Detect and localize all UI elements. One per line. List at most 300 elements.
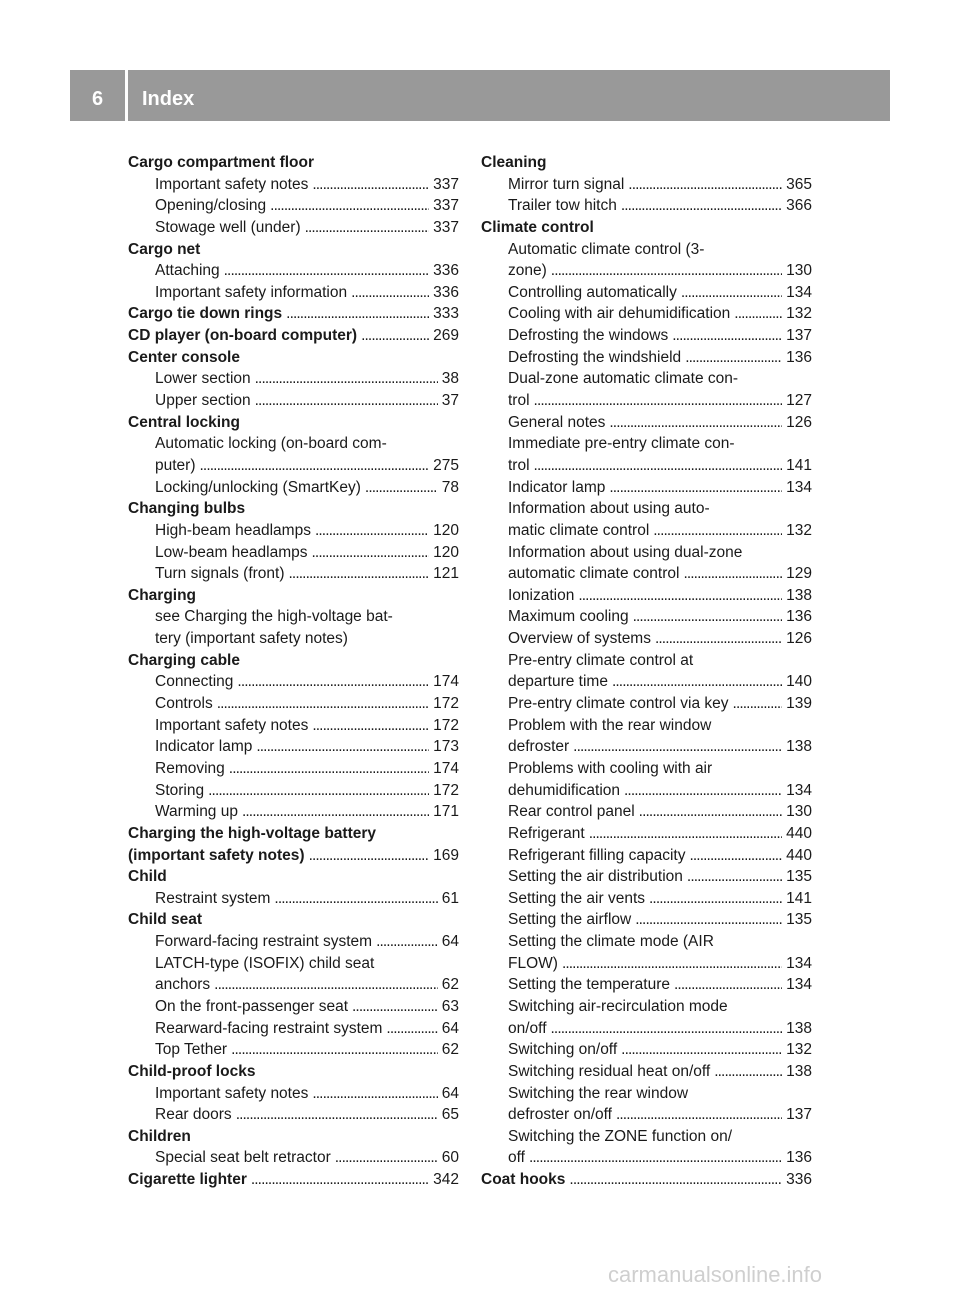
entry-text: Removing xyxy=(155,759,225,777)
entry-text: Storing xyxy=(155,781,205,799)
dot-leader xyxy=(231,1039,438,1061)
entry-text: Lower section xyxy=(155,370,251,388)
index-subentry xyxy=(481,693,812,715)
entry-text: Low-beam headlamps xyxy=(155,543,308,561)
page-ref: 63 xyxy=(441,997,459,1015)
page-ref: 37 xyxy=(441,392,459,410)
entry-text: Setting the air distribution xyxy=(508,868,683,886)
dot-leader xyxy=(365,477,438,499)
page-ref: 336 xyxy=(433,283,459,301)
page-ref: 172 xyxy=(433,716,459,734)
page-ref: 174 xyxy=(433,673,459,691)
index-subentry: LATCH-type (ISOFIX) child seat xyxy=(155,954,375,972)
page-ref: 130 xyxy=(786,803,812,821)
index-subentry xyxy=(128,931,459,953)
dot-leader xyxy=(237,671,429,693)
page-ref: 138 xyxy=(786,1019,812,1037)
dot-leader xyxy=(573,736,782,758)
dot-leader xyxy=(376,931,438,953)
entry-text: On the front-passenger seat xyxy=(155,997,349,1015)
index-subentry xyxy=(481,347,812,369)
dot-leader xyxy=(305,217,430,239)
page-ref: 61 xyxy=(441,889,459,907)
entry-text: on/off xyxy=(508,1019,547,1037)
dot-leader xyxy=(361,325,429,347)
page-ref: 60 xyxy=(441,1149,459,1167)
index-subentry: Problem with the rear window xyxy=(508,716,712,734)
entry-text: defroster on/off xyxy=(508,1106,612,1124)
index-subentry xyxy=(481,628,812,650)
index-subentry xyxy=(128,195,459,217)
dot-leader xyxy=(624,780,782,802)
entry-text: Special seat belt retractor xyxy=(155,1149,331,1167)
entry-text: Defrosting the windshield xyxy=(508,348,682,366)
index-subentry xyxy=(128,455,459,477)
dot-leader xyxy=(309,845,430,867)
index-subentry xyxy=(481,282,812,304)
index-subentry xyxy=(481,736,812,758)
index-heading: Climate control xyxy=(481,218,594,236)
entry-text: trol xyxy=(508,392,530,410)
entry-text: matic climate control xyxy=(508,521,650,539)
dot-leader xyxy=(224,260,429,282)
dot-leader xyxy=(655,628,782,650)
index-subentry xyxy=(481,174,812,196)
dot-leader xyxy=(609,477,782,499)
index-heading xyxy=(128,845,459,867)
entry-text: Restraint system xyxy=(155,889,271,907)
dot-leader xyxy=(242,801,429,823)
index-subentry xyxy=(128,542,459,564)
index-heading xyxy=(128,325,459,347)
page-ref: 137 xyxy=(786,327,812,345)
dot-leader xyxy=(217,693,429,715)
dot-leader xyxy=(733,693,783,715)
dot-leader xyxy=(609,412,782,434)
page-ref: 64 xyxy=(441,1084,459,1102)
index-heading: Changing bulbs xyxy=(128,500,246,518)
index-subentry xyxy=(128,563,459,585)
page-ref: 136 xyxy=(786,348,812,366)
index-subentry xyxy=(481,953,812,975)
entry-text: Switching residual heat on/off xyxy=(508,1062,711,1080)
dot-leader xyxy=(270,195,429,217)
index-subentry xyxy=(481,801,812,823)
watermark: carmanualsonline.info xyxy=(608,1262,823,1287)
page-ref: 129 xyxy=(786,565,812,583)
dot-leader xyxy=(312,174,429,196)
index-subentry xyxy=(481,1104,812,1126)
entry-text: Cooling with air dehumidification xyxy=(508,305,731,323)
index-subentry xyxy=(128,1039,459,1061)
dot-leader xyxy=(214,974,438,996)
index-subentry xyxy=(481,888,812,910)
dot-leader xyxy=(200,455,430,477)
dot-leader xyxy=(612,671,782,693)
index-heading: Cargo net xyxy=(128,240,201,258)
page-ref: 139 xyxy=(786,695,812,713)
index-subentry xyxy=(128,996,459,1018)
index-subentry xyxy=(481,455,812,477)
dot-leader xyxy=(689,845,782,867)
entry-text: Turn signals (front) xyxy=(155,565,285,583)
page-ref: 121 xyxy=(433,565,459,583)
page-ref: 62 xyxy=(441,1041,459,1059)
index-subentry: Switching air-recirculation mode xyxy=(508,997,728,1015)
page-ref: 135 xyxy=(786,911,812,929)
index-heading: Central locking xyxy=(128,413,240,431)
entry-text: Ionization xyxy=(508,586,575,604)
index-heading xyxy=(128,303,459,325)
dot-leader xyxy=(229,758,429,780)
index-subentry xyxy=(481,520,812,542)
dot-leader xyxy=(255,368,438,390)
entry-text: Mirror turn signal xyxy=(508,175,625,193)
dot-leader xyxy=(633,606,783,628)
page-ref: 172 xyxy=(433,695,459,713)
dot-leader xyxy=(289,563,430,585)
index-subentry: Automatic climate control (3- xyxy=(508,240,705,258)
page-ref: 138 xyxy=(786,1062,812,1080)
index-heading: Cargo compartment floor xyxy=(128,154,315,171)
index-subentry xyxy=(481,845,812,867)
page-ref: 132 xyxy=(786,1041,812,1059)
entry-text: Refrigerant xyxy=(508,824,585,842)
page-ref: 337 xyxy=(433,197,459,215)
page-ref: 365 xyxy=(786,175,812,193)
header-divider xyxy=(125,70,128,121)
entry-text: Connecting xyxy=(155,673,234,691)
page-ref: 132 xyxy=(786,521,812,539)
dot-leader xyxy=(562,953,782,975)
index-subentry: Dual-zone automatic climate con- xyxy=(508,370,739,388)
entry-text: Overview of systems xyxy=(508,630,651,648)
entry-text: Pre-entry climate control via key xyxy=(508,695,729,713)
entry-text: Stowage well (under) xyxy=(155,218,301,236)
entry-text: Top Tether xyxy=(155,1041,228,1059)
entry-text: Rearward-facing restraint system xyxy=(155,1019,383,1037)
entry-text: Cigarette lighter xyxy=(128,1171,247,1189)
dot-leader xyxy=(274,888,437,910)
entry-text: Setting the air vents xyxy=(508,889,645,907)
entry-text: Important safety notes xyxy=(155,716,309,734)
index-subentry xyxy=(128,477,459,499)
entry-text: Setting the airflow xyxy=(508,911,632,929)
index-subentry xyxy=(128,888,459,910)
index-heading: Child-proof locks xyxy=(128,1062,256,1080)
entry-text: Indicator lamp xyxy=(508,478,606,496)
page-ref: 140 xyxy=(786,673,812,691)
index-subentry xyxy=(481,1039,812,1061)
dot-leader xyxy=(208,780,429,802)
index-heading xyxy=(481,1169,812,1191)
dot-leader xyxy=(734,303,782,325)
page-ref: 440 xyxy=(786,824,812,842)
dot-leader xyxy=(534,390,783,412)
index-column-left xyxy=(128,152,459,1191)
index-subentry: Pre-entry climate control at xyxy=(508,651,694,669)
index-subentry xyxy=(128,1083,459,1105)
dot-leader xyxy=(653,520,782,542)
entry-text: off xyxy=(508,1149,525,1167)
index-subentry xyxy=(128,390,459,412)
dot-leader xyxy=(621,195,782,217)
dot-leader xyxy=(551,260,782,282)
page-ref: 138 xyxy=(786,586,812,604)
index-subentry: tery (important safety notes) xyxy=(155,630,348,648)
dot-leader xyxy=(635,909,782,931)
page-ref: 38 xyxy=(441,370,459,388)
entry-text: dehumidification xyxy=(508,781,621,799)
entry-text: Locking/unlocking (SmartKey) xyxy=(155,478,361,496)
dot-leader xyxy=(312,1083,437,1105)
page-ref: 141 xyxy=(786,456,812,474)
section-title: Index xyxy=(142,88,195,110)
dot-leader xyxy=(315,520,429,542)
dot-leader xyxy=(681,282,782,304)
dot-leader xyxy=(628,174,782,196)
index-subentry xyxy=(128,715,459,737)
index-subentry xyxy=(481,477,812,499)
index-subentry xyxy=(128,1104,459,1126)
entry-text: Important safety notes xyxy=(155,175,309,193)
index-subentry xyxy=(481,563,812,585)
index-heading: Charging cable xyxy=(128,651,240,669)
entry-text: Important safety notes xyxy=(155,1084,309,1102)
entry-text: puter) xyxy=(155,456,196,474)
dot-leader xyxy=(255,390,438,412)
index-subentry xyxy=(481,1147,812,1169)
index-heading: Cleaning xyxy=(481,154,547,171)
index-subentry xyxy=(481,260,812,282)
index-subentry xyxy=(128,368,459,390)
page-number: 6 xyxy=(91,88,104,110)
entry-text: Rear control panel xyxy=(508,803,635,821)
index-subentry: Immediate pre-entry climate con- xyxy=(508,435,735,453)
page-ref: 336 xyxy=(786,1171,812,1189)
entry-text: Opening/closing xyxy=(155,197,267,215)
entry-text: General notes xyxy=(508,413,606,431)
index-subentry xyxy=(481,974,812,996)
page-ref: 134 xyxy=(786,781,812,799)
page-ref: 65 xyxy=(441,1106,459,1124)
entry-text: Rear doors xyxy=(155,1106,232,1124)
entry-text: Trailer tow hitch xyxy=(508,197,617,215)
dot-leader xyxy=(616,1104,782,1126)
entry-text: zone) xyxy=(508,262,547,280)
page-ref: 138 xyxy=(786,738,812,756)
page-ref: 136 xyxy=(786,608,812,626)
index-subentry: Problems with cooling with air xyxy=(508,759,713,777)
index-subentry: Switching the rear window xyxy=(508,1084,689,1102)
index-heading: Child xyxy=(128,868,167,886)
dot-leader xyxy=(286,303,429,325)
page-ref: 366 xyxy=(786,197,812,215)
index-column-right xyxy=(481,152,812,1191)
index-subentry xyxy=(481,1018,812,1040)
index-subentry xyxy=(128,174,459,196)
dot-leader xyxy=(569,1169,782,1191)
dot-leader xyxy=(683,563,782,585)
entry-text: Warming up xyxy=(155,803,238,821)
page-ref: 136 xyxy=(786,1149,812,1167)
entry-text: Attaching xyxy=(155,262,220,280)
index-subentry xyxy=(128,693,459,715)
entry-text: automatic climate control xyxy=(508,565,680,583)
index-subentry xyxy=(128,217,459,239)
index-subentry xyxy=(481,325,812,347)
dot-leader xyxy=(551,1018,783,1040)
dot-leader xyxy=(685,347,782,369)
entry-text: Upper section xyxy=(155,392,251,410)
page-ref: 275 xyxy=(433,456,459,474)
page-ref: 134 xyxy=(786,478,812,496)
index-subentry xyxy=(128,282,459,304)
entry-text: Refrigerant filling capacity xyxy=(508,846,686,864)
page-ref: 269 xyxy=(433,327,459,345)
index-subentry xyxy=(128,1018,459,1040)
dot-leader xyxy=(578,585,782,607)
index-heading xyxy=(128,1169,459,1191)
dot-leader xyxy=(687,866,782,888)
page-ref: 171 xyxy=(433,803,459,821)
dot-leader xyxy=(621,1039,782,1061)
dot-leader xyxy=(386,1018,437,1040)
dot-leader xyxy=(714,1061,782,1083)
dot-leader xyxy=(236,1104,438,1126)
page-header xyxy=(70,70,890,121)
entry-text: defroster xyxy=(508,738,570,756)
index-subentry: Information about using dual-zone xyxy=(508,543,743,561)
entry-text: Controlling automatically xyxy=(508,283,677,301)
page-ref: 172 xyxy=(433,781,459,799)
entry-text: High-beam headlamps xyxy=(155,521,311,539)
page-ref: 126 xyxy=(786,630,812,648)
entry-text: FLOW) xyxy=(508,954,558,972)
entry-text: Forward-facing restraint system xyxy=(155,933,373,951)
page-ref: 134 xyxy=(786,954,812,972)
page-ref: 440 xyxy=(786,846,812,864)
page-ref: 64 xyxy=(441,1019,459,1037)
index-subentry: Automatic locking (on-board com- xyxy=(155,435,387,453)
index-subentry xyxy=(128,736,459,758)
page-ref: 64 xyxy=(441,933,459,951)
dot-leader xyxy=(674,974,782,996)
page-ref: 120 xyxy=(433,521,459,539)
page-ref: 333 xyxy=(433,305,459,323)
page-ref: 174 xyxy=(433,759,459,777)
index-heading: Child seat xyxy=(128,911,203,929)
index-subentry xyxy=(128,974,459,996)
page-ref: 126 xyxy=(786,413,812,431)
entry-text: Coat hooks xyxy=(481,1171,566,1189)
index-subentry xyxy=(481,303,812,325)
page-ref: 78 xyxy=(441,478,459,496)
index-subentry xyxy=(128,1147,459,1169)
index-subentry xyxy=(128,780,459,802)
index-subentry xyxy=(481,909,812,931)
entry-text: trol xyxy=(508,456,530,474)
dot-leader xyxy=(256,736,429,758)
entry-text: Important safety information xyxy=(155,283,348,301)
page-ref: 127 xyxy=(786,392,812,410)
dot-leader xyxy=(351,282,429,304)
index-subentry xyxy=(481,390,812,412)
page-ref: 120 xyxy=(433,543,459,561)
page-ref: 135 xyxy=(786,868,812,886)
index-subentry xyxy=(481,1061,812,1083)
entry-text: Setting the temperature xyxy=(508,976,670,994)
index-subentry xyxy=(481,606,812,628)
index-subentry: Setting the climate mode (AIR xyxy=(508,933,714,951)
entry-text: anchors xyxy=(155,976,211,994)
index-subentry xyxy=(128,671,459,693)
index-subentry xyxy=(481,671,812,693)
page-ref: 134 xyxy=(786,976,812,994)
dot-leader xyxy=(649,888,782,910)
index-subentry xyxy=(481,866,812,888)
index-subentry xyxy=(481,412,812,434)
index-subentry xyxy=(128,520,459,542)
page-ref: 132 xyxy=(786,305,812,323)
index-heading: Charging xyxy=(128,586,197,604)
index-subentry: Switching the ZONE function on/ xyxy=(508,1127,733,1145)
index-subentry xyxy=(481,195,812,217)
page-ref: 62 xyxy=(441,976,459,994)
page-ref: 141 xyxy=(786,889,812,907)
index-subentry xyxy=(481,585,812,607)
index-subentry xyxy=(481,780,812,802)
entry-text: departure time xyxy=(508,673,608,691)
dot-leader xyxy=(312,715,429,737)
entry-text: Defrosting the windows xyxy=(508,327,669,345)
index-subentry xyxy=(481,823,812,845)
entry-text: Controls xyxy=(155,695,213,713)
dot-leader xyxy=(251,1169,429,1191)
entry-text: Cargo tie down rings xyxy=(128,305,283,323)
dot-leader xyxy=(534,455,783,477)
entry-text: CD player (on-board computer) xyxy=(128,327,358,345)
dot-leader xyxy=(639,801,782,823)
index-subentry: Information about using auto- xyxy=(508,500,710,518)
dot-leader xyxy=(529,1147,782,1169)
page-ref: 173 xyxy=(433,738,459,756)
dot-leader xyxy=(352,996,438,1018)
page-ref: 169 xyxy=(433,846,459,864)
page-ref: 137 xyxy=(786,1106,812,1124)
page-ref: 130 xyxy=(786,262,812,280)
page-ref: 336 xyxy=(433,262,459,280)
index-subentry xyxy=(128,758,459,780)
page-ref: 337 xyxy=(433,175,459,193)
entry-text: Maximum cooling xyxy=(508,608,629,626)
dot-leader xyxy=(589,823,782,845)
entry-text: Indicator lamp xyxy=(155,738,253,756)
page-ref: 134 xyxy=(786,283,812,301)
index-heading: Center console xyxy=(128,348,240,366)
page-ref: 342 xyxy=(433,1171,459,1189)
index-heading: Charging the high-voltage battery xyxy=(128,824,377,842)
index-subentry xyxy=(128,801,459,823)
entry-text: Switching on/off xyxy=(508,1041,618,1059)
index-subentry: see Charging the high-voltage bat- xyxy=(155,608,393,626)
dot-leader xyxy=(335,1147,438,1169)
dot-leader xyxy=(672,325,782,347)
dot-leader xyxy=(312,542,430,564)
index-subentry xyxy=(128,260,459,282)
index-heading: Children xyxy=(128,1127,191,1145)
page-ref: 337 xyxy=(433,218,459,236)
